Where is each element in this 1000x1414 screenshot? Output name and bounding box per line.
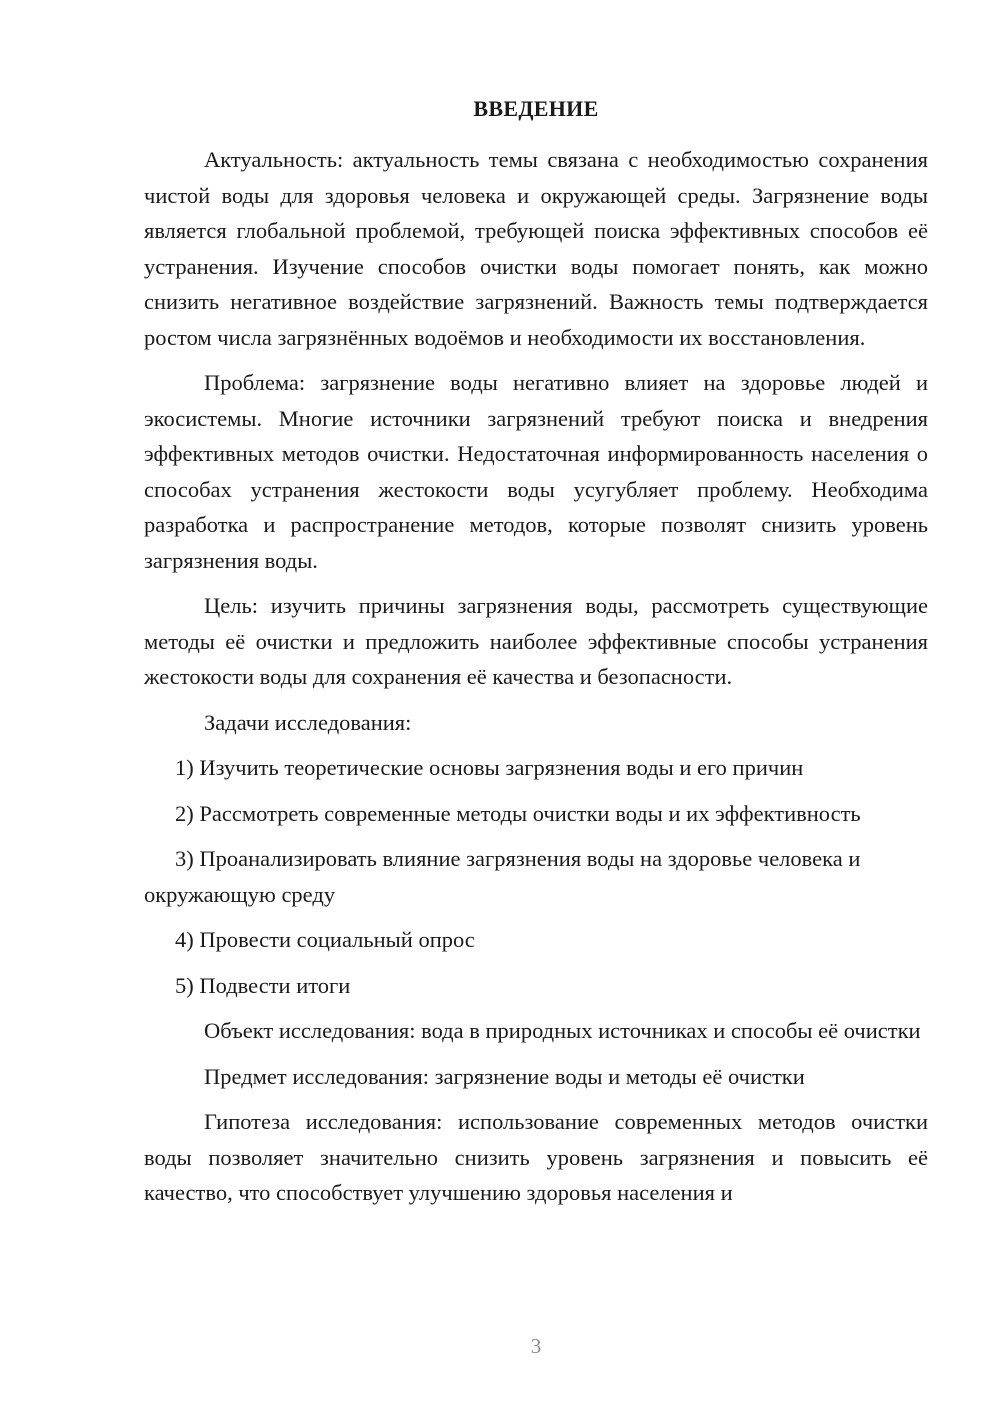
task-item: 4) Провести социальный опрос	[175, 927, 475, 952]
paragraph-hypothesis: Гипотеза исследования: использование современных методов очистки воды позволяет значительно снизить уровень загрязнения и повысить её качество, что способствует улучшению здоровья населения и	[144, 1109, 928, 1205]
section-heading: ВВЕДЕНИЕ	[473, 96, 599, 121]
paragraph-problem: Проблема: загрязнение воды негативно влияет на здоровье людей и экосистемы. Многие источники загрязнений требуют поиска и внедрения эффективных методов очистки. Недостаточная информированность населения о способах устранения жестокости воды усугубляет проблему. Необходима разработка и распространение методов, которые позволят снизить уровень загрязнения воды.	[144, 370, 928, 573]
document-body	[144, 142, 928, 1221]
task-item: 1) Изучить теоретические основы загрязнения воды и его причин	[175, 755, 804, 780]
paragraph-goal: Цель: изучить причины загрязнения воды, рассмотреть существующие методы её очистки и предложить наиболее эффективные способы устранения жестокости воды для сохранения её качества и безопасности.	[144, 593, 928, 689]
task-item: 2) Рассмотреть современные методы очистки воды и их эффективность	[175, 800, 861, 826]
paragraph-relevance: Актуальность: актуальность темы связана с необходимостью сохранения чистой воды для здоровья человека и окружающей среды. Загрязнение воды является глобальной проблемой, требующей поиска эффективных способов её устранения. Изучение способов очистки воды помогает понять, как можно снизить негативное воздействие загрязнений. Важность темы подтверждается ростом числа загрязнённых водоёмов и необходимости их восстановления.	[144, 147, 928, 350]
page-number: 3	[530, 1334, 542, 1358]
paragraph-subject: Предмет исследования: загрязнение воды и методы её очистки	[204, 1063, 805, 1089]
task-item: 3) Проанализировать влияние загрязнения воды на здоровье человека и окружающую среду	[144, 846, 861, 907]
tasks-title: Задачи исследования:	[204, 709, 412, 735]
paragraph-object: Объект исследования: вода в природных источниках и способы её очистки	[204, 1018, 921, 1043]
task-item: 5) Подвести итоги	[175, 972, 351, 998]
